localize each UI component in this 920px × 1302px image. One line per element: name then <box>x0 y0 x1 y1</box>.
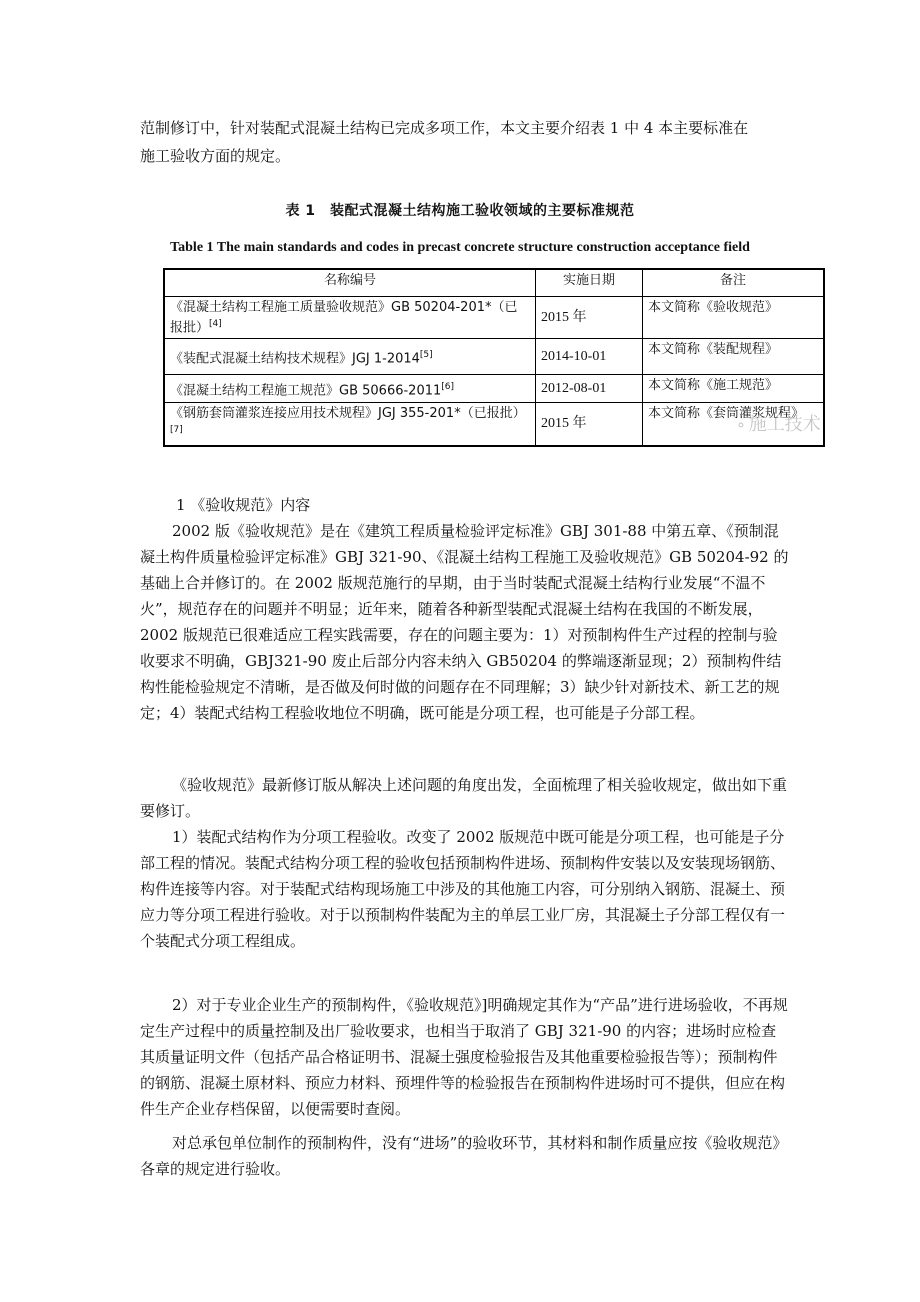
paragraph-3: 1）装配式结构作为分项工程验收。改变了 2002 版规范中既可能是分项工程，也可能是子分部工程的情况。装配式结构分项工程的验收包括预制构件进场、预制构件安装以及安装现场钢筋、构件连接等内容。对于装配式结构现场施工中涉及的其他施工内容，可分别纳入钢筋、混凝土、预应力等分项工程进行验收。对于以预制构件装配为主的单层工业厂房，其混凝土子分部工程仅有一个装配式分项工程组成。 <box>140 828 786 950</box>
table-row <box>164 403 824 446</box>
table-row <box>164 375 824 403</box>
standards-table <box>163 268 825 447</box>
cell-date: 2015 年 <box>536 297 643 339</box>
intro-line-1: 范制修订中，针对装配式混凝土结构已完成多项工作，本文主要介绍表 1 中 4 本主要标准在 <box>140 119 749 137</box>
paragraph-4: 2）对于专业企业生产的预制构件，《验收规范》]明确规定其作为“产品”进行进场验收，不再规定生产过程中的质量控制及出厂验收要求，也相当于取消了 GBJ 321-90 的内容；进场时应检查其质量证明文件（包括产品合格证明书、混凝土强度检验报告及其他重要检验报告等）；预制构件的钢筋、混凝土原材料、预应力材料、预埋件等的检验报告在预制构件进场时可不提供，但应在构件生产企业存档保留，以便需要时查阅。 <box>140 996 788 1118</box>
wechat-icon: ⚬ <box>735 418 747 434</box>
cell-date: 2015 年 <box>536 403 643 446</box>
table-row <box>164 339 824 375</box>
cell-note: 本文简称《装配规程》 <box>643 339 825 375</box>
table-title-en: Table 1 The main standards and codes in precast concrete structure construction acceptance field <box>170 240 750 255</box>
cell-date: 2014-10-01 <box>536 339 643 375</box>
paragraph-5: 对总承包单位制作的预制构件，没有“进场”的验收环节，其材料和制作质量应按《验收规范》各章的规定进行验收。 <box>140 1134 788 1178</box>
cell-date: 2012-08-01 <box>536 375 643 403</box>
cell-note: 本文简称《施工规范》 <box>643 375 825 403</box>
header-date: 实施日期 <box>536 269 643 297</box>
paragraph-2: 《验收规范》最新修订版从解决上述问题的角度出发，全面梳理了相关验收规定，做出如下重要修订。 <box>140 776 788 820</box>
watermark-text: 施工技术 <box>748 414 821 435</box>
cell-name: 《装配式混凝土结构技术规程》JGJ 1-2014[5] <box>164 339 536 375</box>
cell-name: 《混凝土结构工程施工规范》GB 50666-2011[6] <box>164 375 536 403</box>
paragraph-1: 2002 版《验收规范》是在《建筑工程质量检验评定标准》GBJ 301-88 中第五章、《预制混凝土构件质量检验评定标准》GBJ 321-90、《混凝土结构工程施工及验收规范》GB 50204-92 的基础上合并修订的。在 2002 版规范施行的早期，由于当时装配式混凝土结构行业发展“不温不火”，规范存在的问题并不明显；近年来，随着各种新型装配式混凝土结构在我国的不断发展，2002 版规范已很难适应工程实践需要，存在的问题主要为：1）对预制构件生产过程的控制与验收要求不明确，GBJ321-90 废止后部分内容未纳入 GB50204 的弊端逐渐显现；2）预制构件结构性能检验规定不清晰，是否做及何时做的问题存在不同理解；3）缺少针对新技术、新工艺的规定；4）装配式结构工程验收地位不明确，既可能是分项工程，也可能是子分部工程。 <box>140 522 789 722</box>
table-header-row <box>164 269 824 297</box>
intro-line-2: 施工验收方面的规定。 <box>140 147 291 165</box>
header-name: 名称编号 <box>164 269 536 297</box>
cell-name: 《混凝土结构工程施工质量验收规范》GB 50204-201*（已报批）[4] <box>164 297 536 339</box>
table-title-cn: 表 1 装配式混凝土结构施工验收领域的主要标准规范 <box>285 203 635 219</box>
watermark <box>735 410 821 436</box>
table-row <box>164 297 824 339</box>
cell-name: 《钢筋套筒灌浆连接应用技术规程》JGJ 355-201*（已报批）[7] <box>164 403 536 446</box>
cell-note: 本文简称《套筒灌浆规程》 <box>643 403 825 446</box>
header-note: 备注 <box>643 269 825 297</box>
section-heading: 1 《验收规范》内容 <box>176 496 311 514</box>
cell-note: 本文简称《验收规范》 <box>643 297 825 339</box>
